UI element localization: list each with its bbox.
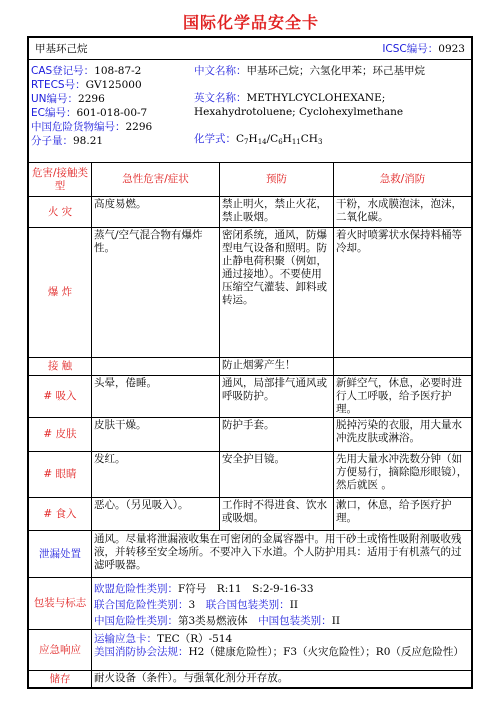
cn-line (31, 120, 199, 134)
header-row (29, 38, 471, 60)
nfpa-line (94, 646, 469, 659)
spill-label: 泄漏处置 (39, 547, 81, 560)
chemical-name: 甲基环己烷 (35, 43, 88, 55)
rtecs-line (31, 78, 199, 92)
row-skin-type: # 皮肤 (43, 428, 77, 440)
row-ingestion-hazard: 恶心。（另见吸入）。 (91, 498, 219, 530)
row-explosion-type: 爆 炸 (47, 286, 73, 298)
storage-label: 储存 (49, 672, 71, 685)
cn-class-label: 中国危险性类别： (94, 615, 178, 627)
row-eyes-prevention: 安全护目镜。 (219, 452, 333, 497)
card-title: 国际化学品安全卡 (182, 13, 319, 32)
emergency-content (91, 630, 471, 670)
cn-pack-label: 中国包装类别： (258, 615, 332, 627)
row-contact-type: 接 触 (47, 360, 73, 372)
col-type-header: 危害/接触类型 (31, 166, 89, 192)
ename-line (194, 91, 470, 105)
un-class-label: 联合国危险性类别： (94, 599, 189, 611)
un-pack-value: II (289, 599, 298, 611)
row-inhalation-type: # 吸入 (43, 390, 77, 402)
cname-value: 甲基环己烷；六氢化甲苯；环己基甲烷 (246, 65, 425, 77)
row-skin-firstaid: 脱掉污染的衣服，用大量水冲洗皮肤或淋浴。 (333, 418, 471, 451)
row-fire (29, 197, 471, 228)
transport-card-value: TEC（R）-514 (157, 633, 233, 645)
ename-label: 英文名称： (194, 92, 247, 104)
formula-line (194, 132, 470, 149)
packaging-label: 包装与标志 (33, 597, 87, 609)
row-ingestion-firstaid: 漱口，休息，给予医疗护理。 (333, 498, 471, 530)
row-explosion-hazard: 蒸气/空气混合物有爆炸性。 (91, 228, 219, 357)
transport-card-line (94, 632, 469, 646)
row-ingestion-prevention: 工作时不得进食、饮水或吸烟。 (219, 498, 333, 530)
row-inhalation-hazard: 头晕，倦睡。 (91, 376, 219, 417)
eu-class-line (94, 581, 469, 597)
identifiers-section (29, 60, 471, 163)
ec-value: 601-018-00-7 (76, 107, 148, 119)
ec-line (31, 106, 199, 120)
row-inhalation-prevention: 通风，局部排气通风或呼吸防护。 (219, 376, 333, 417)
row-contact-hazard (91, 358, 219, 375)
un-label: UN编号： (31, 93, 79, 105)
cn-value: 2296 (125, 121, 153, 133)
rtecs-value: GV125000 (85, 79, 142, 91)
row-eyes-hazard: 发红。 (91, 452, 219, 497)
row-explosion-firstaid: 着火时喷雾状水保持料桶等冷却。 (333, 228, 471, 357)
storage-row (29, 671, 471, 687)
col-hazard-header: 急性危害/症状 (91, 163, 219, 196)
col-firstaid-header: 急救/消防 (333, 163, 471, 196)
row-inhalation-firstaid: 新鲜空气，休息，必要时进行人工呼吸，给予医疗护理。 (333, 376, 471, 417)
formula-value: $C_7H_{14}/C_6H_{11}CH_3$ (236, 133, 323, 146)
un-class-value: 3 (188, 599, 196, 611)
eu-class-label: 欧盟危险性类别： (94, 583, 178, 595)
transport-card-label: 运输应急卡： (94, 633, 157, 645)
emergency-label: 应急响应 (39, 643, 81, 656)
ec-label: EC编号： (31, 107, 77, 119)
row-fire-prevention: 禁止明火，禁止火花，禁止吸烟。 (219, 197, 333, 227)
cn-class-line (94, 613, 469, 629)
formula-label: 化学式： (194, 133, 236, 145)
rtecs-label: RTECS号： (31, 79, 86, 91)
row-eyes-type: # 眼睛 (43, 468, 77, 480)
identifiers-left (31, 64, 199, 148)
cas-line (31, 64, 199, 78)
nfpa-value: H2（健康危险性）；F3（火灾危险性）；R0（反应危险性） (188, 646, 464, 658)
storage-text: 耐火设备（条件）。与强氧化剂分开存放。 (91, 671, 471, 687)
ename-line-2: Hexahydrotoluene; Cyclohexylmethane (194, 106, 404, 118)
col-prevention-header: 预防 (219, 163, 333, 196)
ename-value: METHYLCYCLOHEXANE; (246, 92, 386, 104)
row-eyes-firstaid: 先用大量水冲洗数分钟（如方便易行，摘除隐形眼镜），然后就医 。 (333, 452, 471, 497)
un-value: 2296 (78, 93, 105, 105)
row-skin-prevention: 防护手套。 (219, 418, 333, 451)
un-class-line (94, 597, 469, 613)
row-inhalation (29, 376, 471, 418)
cn-class-value: 第3类易燃液体 (178, 615, 248, 627)
row-explosion (29, 228, 471, 358)
packaging-content (91, 578, 471, 629)
mw-value: 98.21 (73, 135, 104, 147)
row-ingestion (29, 498, 471, 531)
cas-label: CAS登记号： (31, 65, 95, 77)
icsc-value: 0923 (438, 43, 465, 55)
spill-row (29, 531, 471, 578)
row-fire-firstaid: 干粉，水成膜泡沫，泡沫，二氧化碳。 (333, 197, 471, 227)
row-eyes (29, 452, 471, 498)
emergency-row (29, 630, 471, 671)
packaging-row (29, 578, 471, 630)
mw-line (31, 134, 199, 148)
mw-label: 分子量： (31, 135, 73, 147)
row-contact-firstaid (333, 358, 471, 375)
un-pack-label: 联合国包装类别： (205, 599, 290, 611)
row-fire-type: 火 灾 (47, 205, 73, 218)
row-ingestion-type: # 食入 (43, 507, 77, 520)
cname-label: 中文名称： (194, 65, 247, 77)
row-skin (29, 418, 471, 452)
column-header-row (29, 163, 471, 197)
eu-class-value: F符号 R:11 S:2-9-16-33 (178, 583, 314, 595)
row-explosion-prevention: 密闭系统，通风，防爆型电气设备和照明。防止静电荷积聚（例如，通过接地）。不要使用压缩空气灌装、卸料或转运。 (219, 228, 333, 357)
cn-pack-value: II (331, 615, 340, 627)
nfpa-label: 美国消防协会法规： (94, 646, 189, 658)
row-contact (29, 358, 471, 376)
cn-label: 中国危险货物编号： (31, 121, 126, 133)
cname-line (194, 64, 470, 78)
spill-text: 通风。尽量将泄漏液收集在可密闭的金属容器中。用干砂土或惰性吸附剂吸收残液，并转移至安全场所。不要冲入下水道。个人防护用具：适用于有机蒸气的过滤呼吸器。 (91, 531, 471, 577)
row-skin-hazard: 皮肤干燥。 (91, 418, 219, 451)
identifiers-right (194, 64, 470, 149)
icsc-number (380, 42, 467, 59)
row-fire-hazard: 高度易燃。 (91, 197, 219, 227)
safety-card (27, 36, 473, 689)
cas-value: 108-87-2 (94, 65, 142, 77)
icsc-label: ICSC编号： (382, 43, 439, 55)
un-line (31, 92, 199, 106)
row-contact-prevention: 防止烟雾产生！ (219, 358, 333, 375)
